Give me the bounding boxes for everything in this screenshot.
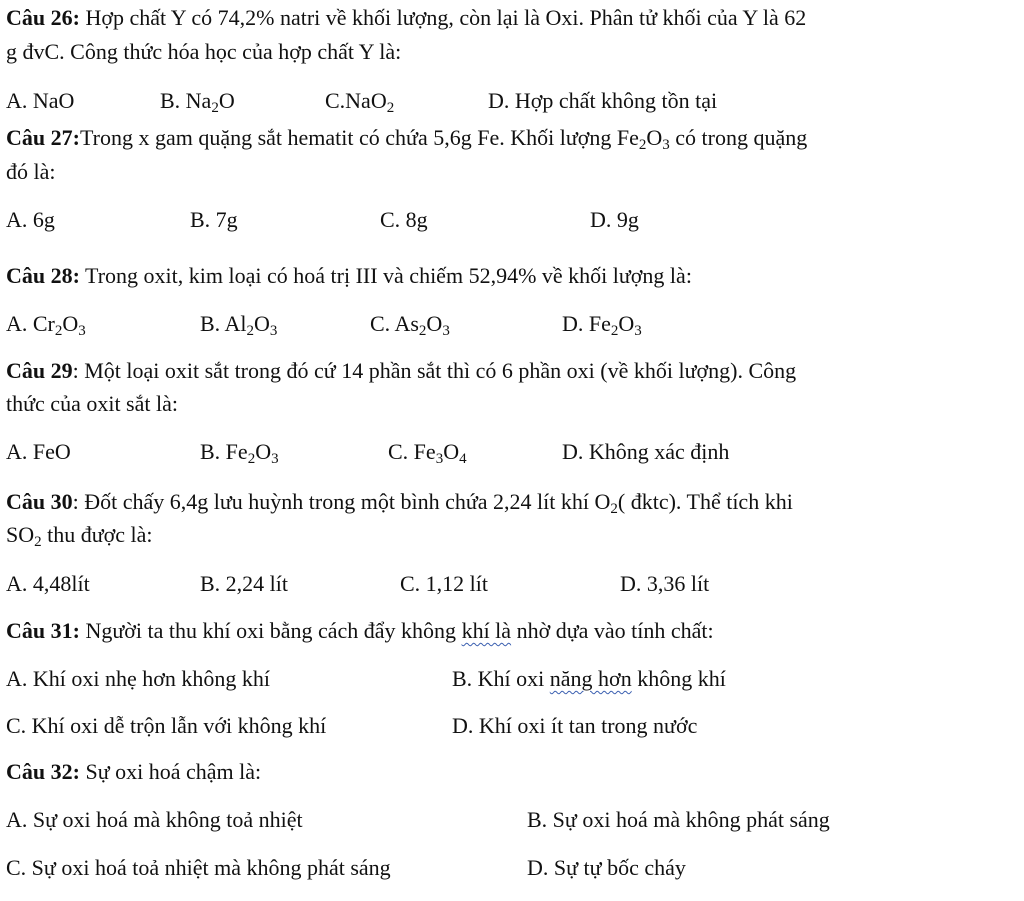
question-30-option-d: D. 3,36 lít — [620, 571, 710, 596]
question-31-label: Câu 31: — [6, 618, 80, 643]
question-30-line-1: Câu 30: Đốt chấy 6,4g lưu huỳnh trong một bình chứa 2,24 lít khí $O_2$( đktc). Thể tích khi — [6, 489, 793, 517]
question-31-option-b: B. Khí oxi năng hơn không khí — [452, 666, 726, 691]
question-28-option-a: A. $Cr_2O_3$ — [6, 311, 86, 339]
question-32-option-a: A. Sự oxi hoá mà không toả nhiệt — [6, 807, 303, 832]
question-27-option-a: A. 6g — [6, 207, 55, 232]
question-31-option-a: A. Khí oxi nhẹ hơn không khí — [6, 666, 271, 691]
question-28-option-d: D. $Fe_2O_3$ — [562, 311, 642, 339]
question-32-label: Câu 32: — [6, 759, 80, 784]
question-29-line-2: thức của oxit sắt là: — [6, 391, 178, 416]
question-28-option-c: C. $As_2O_3$ — [370, 311, 450, 339]
question-30-option-c: C. 1,12 lít — [400, 571, 489, 596]
question-30-option-b: B. 2,24 lít — [200, 571, 289, 596]
question-27-option-b: B. 7g — [190, 207, 238, 232]
question-29-option-c: C. $Fe_3O_4$ — [388, 439, 467, 467]
question-32-option-b: B. Sự oxi hoá mà không phát sáng — [527, 807, 830, 832]
question-28-option-b: B. $Al_2O_3$ — [200, 311, 278, 339]
question-26-option-b: B. $Na_2O$ — [160, 88, 235, 116]
question-30-label: Câu 30 — [6, 489, 73, 514]
question-26-line-1 — [6, 4, 1012, 32]
question-28-label: Câu 28: — [6, 263, 80, 288]
question-30-line-2: $SO_2$ thu được là: — [6, 522, 153, 550]
question-29-label: Câu 29 — [6, 358, 73, 383]
question-26-option-a: A. NaO — [6, 88, 75, 113]
question-31-option-c: C. Khí oxi dễ trộn lẫn với không khí — [6, 713, 327, 738]
question-28-line-1: Câu 28: Trong oxit, kim loại có hoá trị III và chiếm 52,94% về khối lượng là: — [6, 263, 692, 288]
question-27-line-1: Câu 27:Trong x gam quặng sắt hematit có chứa 5,6g Fe. Khối lượng $Fe_2O_3$ có trong quặng — [6, 125, 808, 153]
question-27-label: Câu 27: — [6, 125, 80, 150]
question-32-line-1: Câu 32: Sự oxi hoá chậm là: — [6, 759, 262, 784]
question-26-line-2: g đvC. Công thức hóa học của hợp chất Y là: — [6, 39, 402, 64]
question-26-option-c: C.NaO$_2$ — [325, 88, 395, 116]
question-26-text-1: Hợp chất Y có 74,2% natri về khối lượng, còn lại là Oxi. Phân tử khối của Y là 62 — [79, 5, 807, 30]
question-27-option-d: D. 9g — [590, 207, 639, 232]
question-26-option-d: D. Hợp chất không tồn tại — [488, 88, 718, 113]
question-29-option-d: D. Không xác định — [562, 439, 730, 464]
question-32-option-c: C. Sự oxi hoá toả nhiệt mà không phát sáng — [6, 855, 391, 880]
question-27-line-2: đó là: — [6, 159, 56, 184]
question-26-label: Câu 26: — [6, 5, 80, 30]
question-31-option-d: D. Khí oxi ít tan trong nước — [452, 713, 698, 738]
question-27-option-c: C. 8g — [380, 207, 428, 232]
question-29-option-b: B. $Fe_2O_3$ — [200, 439, 279, 467]
question-29-option-a: A. FeO — [6, 439, 71, 464]
question-31-line-1: Câu 31: Người ta thu khí oxi bằng cách đẩy không khí là nhờ dựa vào tính chất: — [6, 618, 714, 643]
question-32-option-d: D. Sự tự bốc cháy — [527, 855, 686, 880]
question-30-option-a: A. 4,48lít — [6, 571, 90, 596]
question-29-line-1: Câu 29: Một loại oxit sắt trong đó cứ 14 phần sắt thì có 6 phần oxi (về khối lượng). Công — [6, 358, 797, 383]
